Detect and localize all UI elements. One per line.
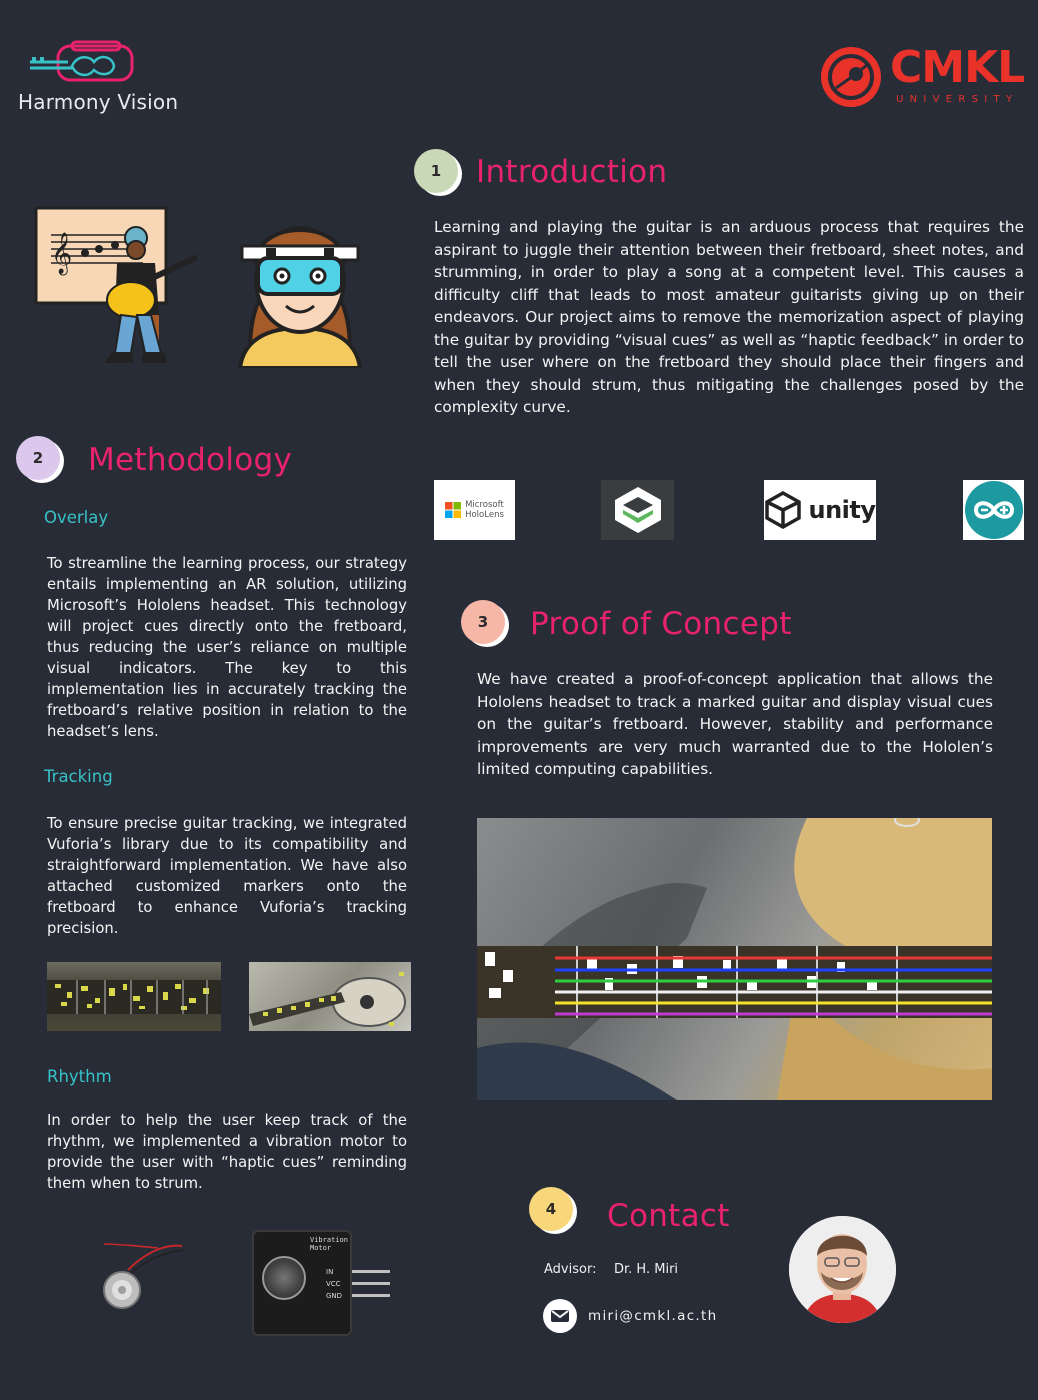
vuforia-cube-icon: [611, 483, 665, 537]
ar-fretboard-overlay-photo: [477, 818, 992, 1100]
svg-text:𝄞: 𝄞: [51, 233, 73, 274]
microsoft-hololens-logo: [434, 480, 515, 540]
hololens-text-line2: HoloLens: [465, 510, 504, 520]
guitar-player-illustration: [33, 205, 203, 375]
advisor-avatar: [789, 1216, 896, 1323]
rhythm-subheading: Rhythm: [47, 1067, 112, 1086]
tracking-text: To ensure precise guitar tracking, we integrated Vuforia’s library due to its compatibility and straightforward implementation. We have also attached customized markers onto the fretboard to enhance Vuforia’s tracking precision.: [47, 815, 407, 937]
cmkl-globe-icon: [818, 44, 884, 110]
introduction-text: Learning and playing the guitar is an arduous process that requires the aspirant to juggle their attention between their fretboard, sheet notes, and strumming, in order to play a song at a competent level. This causes a difficulty cliff that leads to most amateur guitarists giving up on their endeavors. Our project aims to remove the memorization aspect of playing the guitar by providing “visual cues” as well as “haptic feedback” in order to tell the user where on the fretboard they should place their fingers and when they should strum, thus mitigating the challenges posed by the complexity curve.: [434, 218, 1024, 416]
module-pin-label-gnd: GND: [326, 1292, 343, 1300]
guitar-headset-icon: [28, 40, 143, 84]
tracking-subheading: Tracking: [44, 767, 113, 786]
proof-of-concept-text: We have created a proof-of-concept application that allows the Hololens headset to track a marked guitar and display visual cues on the guitar’s fretboard. However, stability and performance improvements are very much warranted due to the Hololen’s limited computing capabilities.: [477, 670, 993, 778]
module-pin-label-vcc: VCC: [326, 1280, 341, 1288]
section-badge-1: 1: [414, 149, 458, 193]
cmkl-subtext: UNIVERSITY: [896, 94, 1019, 105]
hololens-text-line1: Microsoft: [465, 500, 504, 510]
ar-overlay-graphic: [477, 818, 992, 1100]
overlay-text: To streamline the learning process, our strategy entails implementing an AR solution, utilizing Microsoft’s Hololens headset. This technology will project cues directly onto the fretboard, thus reducing the user’s reliance on multiple visual indicators. The key to this implementation lies in accurately tracking the fretboard’s relative position in relation to the headset’s lens.: [47, 555, 407, 740]
harmony-vision-logo: [18, 40, 178, 120]
introduction-heading: Introduction: [476, 154, 668, 190]
module-label: Vibration Motor: [310, 1236, 348, 1252]
module-pins: [352, 1268, 390, 1302]
vibration-motor-module-image: [252, 1230, 392, 1340]
guitar-tracking-graphic: [249, 962, 411, 1031]
module-disc-icon: [262, 1256, 306, 1300]
contact-heading: Contact: [607, 1198, 730, 1234]
advisor-label: Advisor:: [544, 1262, 597, 1277]
guitar-tracking-photo: [249, 962, 411, 1031]
cmkl-wordmark: CMKL: [890, 42, 1025, 93]
section-badge-2: 2: [16, 436, 60, 480]
module-pin-label-in: IN: [326, 1268, 334, 1276]
unity-cube-icon: [764, 491, 802, 529]
rhythm-text: In order to help the user keep track of the rhythm, we implemented a vibration motor to provide the user with “haptic cues” reminding them when to strum.: [47, 1112, 407, 1192]
email-icon: [543, 1299, 577, 1333]
section-badge-3: 3: [461, 600, 505, 644]
fretboard-markers-graphic: [47, 962, 221, 1031]
cmkl-university-logo: [818, 44, 1030, 110]
unity-wordmark: unity: [808, 496, 876, 524]
methodology-heading: Methodology: [88, 442, 293, 478]
overlay-subheading: Overlay: [44, 508, 109, 527]
vuforia-logo: [601, 480, 674, 540]
contact-email-link[interactable]: miri@cmkl.ac.th: [588, 1308, 718, 1324]
unity-logo: [764, 480, 876, 540]
fretboard-markers-photo: [47, 962, 221, 1031]
advisor-name: Dr. H. Miri: [614, 1262, 679, 1277]
section-badge-4: 4: [529, 1187, 573, 1231]
proof-of-concept-heading: Proof of Concept: [530, 606, 792, 642]
microsoft-squares-icon: [445, 502, 461, 518]
arduino-logo: [963, 480, 1024, 540]
arduino-infinity-icon: [971, 497, 1017, 523]
brand-name: Harmony Vision: [18, 90, 179, 114]
headset-user-avatar-icon: [230, 200, 370, 368]
vibration-disc-motor-image: [98, 1240, 188, 1310]
